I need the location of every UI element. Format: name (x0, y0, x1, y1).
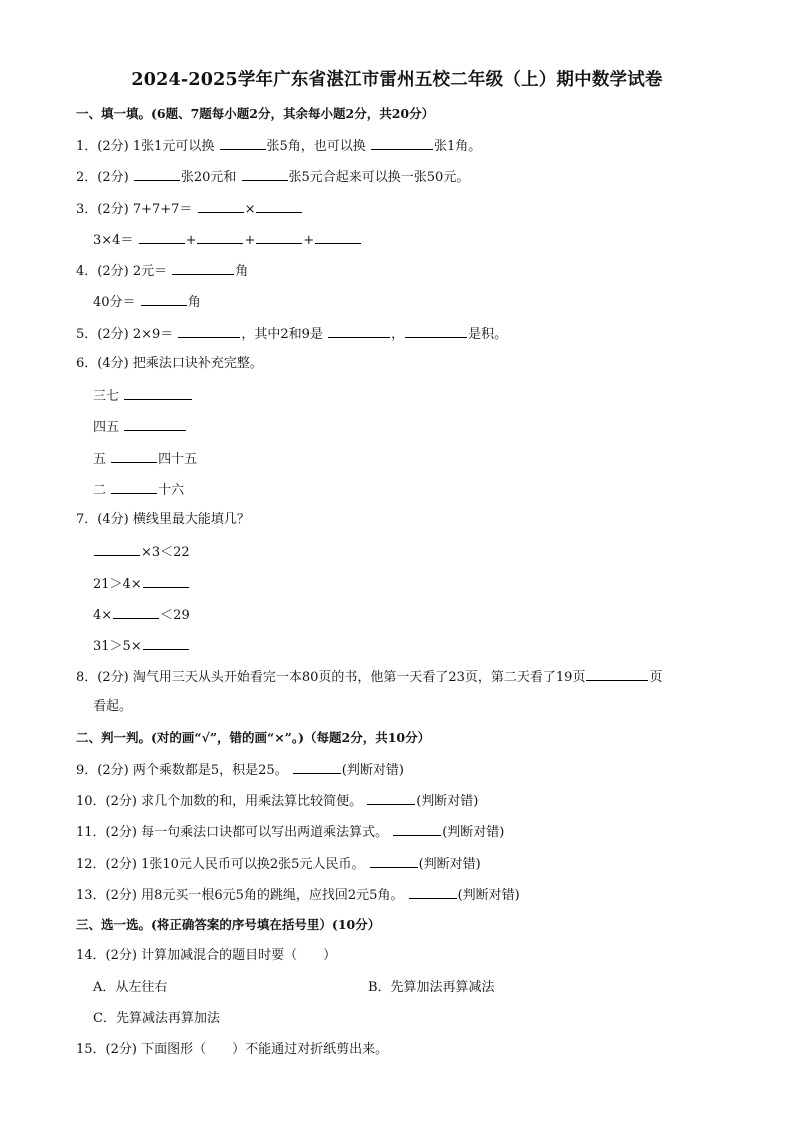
q9-text: 9．(2分) 两个乘数都是5，积是25。 (76, 763, 288, 778)
question-5 (76, 324, 507, 344)
answer-blank[interactable] (293, 760, 341, 774)
answer-blank[interactable] (328, 324, 390, 338)
question-13 (76, 885, 520, 905)
judge-hint: (判断对错) (341, 763, 404, 778)
q6-text-d2: 十六 (158, 483, 185, 498)
answer-blank[interactable] (94, 542, 140, 556)
q3-text-a: 3．(2分) 7+7+7＝ (76, 202, 193, 217)
q6-item-b (93, 417, 187, 437)
answer-blank[interactable] (220, 136, 266, 150)
answer-blank[interactable] (256, 199, 302, 213)
plus-sign: + (244, 233, 256, 248)
answer-blank[interactable] (143, 636, 189, 650)
q5-text-d: 是积。 (468, 327, 508, 342)
q1-text-a: 1．(2分) 1张1元可以换 (76, 139, 215, 154)
answer-blank[interactable] (124, 386, 192, 400)
q4-text-c: 40分＝ (93, 295, 136, 310)
q8-text-a: 8．(2分) 淘气用三天从头开始看完一本80页的书，他第一天看了23页，第二天看了19页 (76, 670, 586, 685)
section-2-heading: 二、判一判。(对的画“√”，错的画“×”。)（每题2分，共10分） (76, 730, 431, 745)
answer-blank[interactable] (315, 230, 361, 244)
answer-blank[interactable] (256, 230, 302, 244)
q1-text-b: 张5角，也可以换 (266, 139, 366, 154)
q2-text-c: 张5元合起来可以换一张50元。 (288, 170, 470, 185)
judge-hint: (判断对错) (418, 857, 481, 872)
answer-blank[interactable] (143, 574, 189, 588)
q7-text-c2: ＜29 (160, 608, 190, 623)
q6-text-c1: 五 (93, 452, 107, 467)
times-sign: × (244, 202, 256, 217)
q5-text-a: 5．(2分) 2×9＝ (76, 327, 174, 342)
q7-text-b: 21＞4× (93, 577, 142, 592)
q7-text-c1: 4× (93, 608, 113, 623)
question-15: 15．(2分) 下面图形（ ）不能通过对折纸剪出来。 (76, 1042, 389, 1057)
judge-hint: (判断对错) (442, 825, 505, 840)
q2-text-b: 张20元和 (180, 170, 237, 185)
section-3-heading: 三、选一选。(将正确答案的序号填在括号里）(10分） (76, 917, 381, 932)
answer-blank[interactable] (141, 292, 187, 306)
q4-unit-b: 角 (187, 295, 201, 310)
q6-item-c (93, 449, 197, 469)
answer-blank[interactable] (371, 136, 433, 150)
plus-sign: + (303, 233, 315, 248)
q14-option-c[interactable]: C．先算减法再算加法 (93, 1011, 220, 1026)
question-14: 14．(2分) 计算加减混合的题目时要（ ） (76, 948, 337, 963)
judge-hint: (判断对错) (416, 794, 479, 809)
q3-text-c: 3×4＝ (93, 233, 134, 248)
plus-sign: + (185, 233, 197, 248)
answer-blank[interactable] (409, 885, 457, 899)
q6-text-c2: 四十五 (158, 452, 198, 467)
question-2 (76, 167, 469, 187)
answer-blank[interactable] (111, 480, 157, 494)
answer-blank[interactable] (197, 230, 243, 244)
question-3 (76, 199, 303, 219)
question-10 (76, 791, 478, 811)
q6-text-b: 四五 (93, 420, 120, 435)
q8-text-b: 页 (649, 670, 663, 685)
answer-blank[interactable] (113, 605, 159, 619)
q11-text: 11．(2分) 每一句乘法口诀都可以写出两道乘法算式。 (76, 825, 389, 840)
answer-blank[interactable] (586, 667, 648, 681)
q7-item-c (93, 605, 190, 625)
answer-blank[interactable] (111, 449, 157, 463)
answer-blank[interactable] (367, 791, 415, 805)
question-1 (76, 136, 481, 156)
answer-blank[interactable] (178, 324, 240, 338)
answer-blank[interactable] (139, 230, 185, 244)
question-8-continued: 看起。 (93, 699, 133, 714)
answer-blank[interactable] (124, 417, 186, 431)
question-7: 7．(4分) 横线里最大能填几？ (76, 512, 250, 527)
q5-text-b: ，其中2和9是 (241, 327, 323, 342)
q13-text: 13．(2分) 用8元买一根6元5角的跳绳，应找回2元5角。 (76, 888, 404, 903)
question-4-part-b (93, 292, 201, 312)
page-title: 2024-2025学年广东省湛江市雷州五校二年级（上）期中数学试卷 (131, 70, 663, 90)
answer-blank[interactable] (370, 854, 418, 868)
q4-text-a: 4．(2分) 2元＝ (76, 264, 168, 279)
q6-text-a: 三七 (93, 389, 120, 404)
q10-text: 10．(2分) 求几个加数的和，用乘法算比较简便。 (76, 794, 363, 809)
q14-option-b[interactable]: B．先算加法再算减法 (368, 980, 495, 995)
q5-text-c: ， (391, 327, 405, 342)
question-11 (76, 822, 504, 842)
q6-item-a (93, 386, 193, 406)
q2-text-a: 2．(2分) (76, 170, 129, 185)
answer-blank[interactable] (198, 199, 244, 213)
q6-item-d (93, 480, 184, 500)
question-8 (76, 667, 662, 687)
answer-blank[interactable] (172, 261, 234, 275)
question-12 (76, 854, 481, 874)
question-6: 6．(4分) 把乘法口诀补充完整。 (76, 356, 263, 371)
q4-unit: 角 (235, 264, 249, 279)
answer-blank[interactable] (393, 822, 441, 836)
question-3-part-b (93, 230, 362, 250)
q7-text-d: 31＞5× (93, 639, 142, 654)
question-4 (76, 261, 248, 281)
q7-item-b (93, 574, 190, 594)
q7-item-a (93, 542, 190, 562)
judge-hint: (判断对错) (457, 888, 520, 903)
q12-text: 12．(2分) 1张10元人民币可以换2张5元人民币。 (76, 857, 365, 872)
q14-option-a[interactable]: A．从左往右 (93, 980, 168, 995)
answer-blank[interactable] (242, 167, 288, 181)
q1-text-c: 张1角。 (433, 139, 482, 154)
q6-text-d1: 二 (93, 483, 107, 498)
q7-item-d (93, 636, 190, 656)
q7-text-a: ×3＜22 (141, 545, 190, 560)
section-1-heading: 一、填一填。(6题、7题每小题2分，其余每小题2分，共20分） (76, 106, 435, 121)
answer-blank[interactable] (134, 167, 180, 181)
question-9 (76, 760, 404, 780)
answer-blank[interactable] (405, 324, 467, 338)
